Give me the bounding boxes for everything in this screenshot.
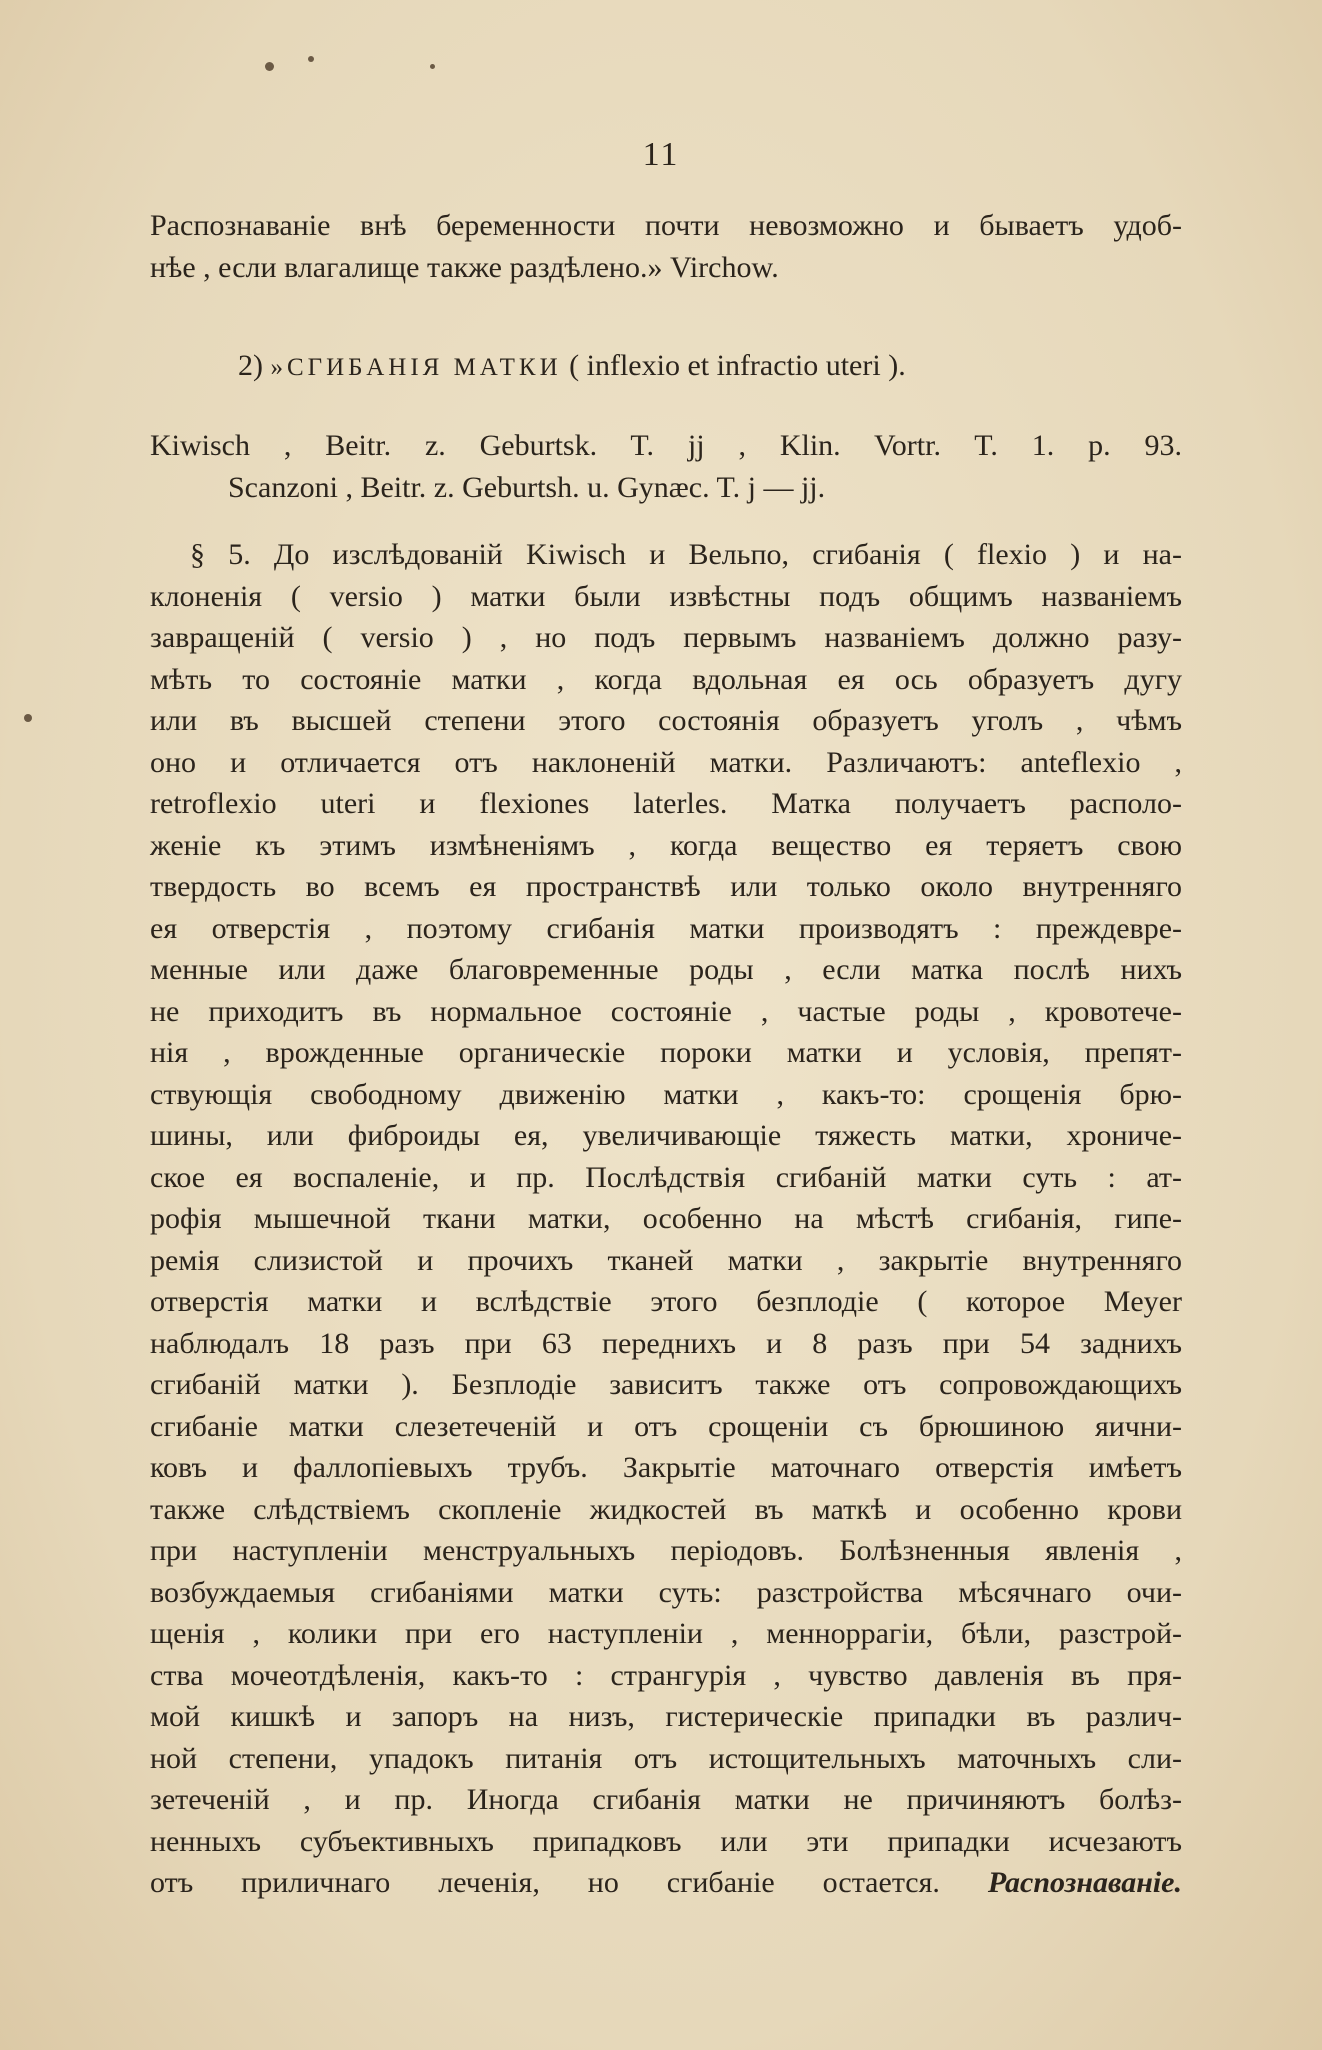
final-line-italic: Распознаваніе. xyxy=(987,1866,1182,1899)
text-line: сгибаній матки ). Безплодіе зависитъ также отъ сопровождающихъ xyxy=(150,1368,1182,1401)
text-line: ремія слизистой и прочихъ тканей матки , закрытіе внутренняго xyxy=(150,1243,1182,1277)
text-line: ной степени, упадокъ питанія отъ истощительныхъ маточныхъ сли- xyxy=(150,1741,1182,1775)
text-line: ствующія свободному движенію матки , какъ-то: срощенія брю- xyxy=(150,1077,1182,1111)
section-number: 2) xyxy=(238,349,263,382)
text-line: § 5. До изслѣдованій Kiwisch и Вельпо, сгибанія ( flexio ) и на- xyxy=(190,538,1182,571)
text-line: ея отверстія , поэтому сгибанія матки производятъ : преждевре- xyxy=(150,911,1182,945)
section-latin-title: ( inflexio et infractio uteri ). xyxy=(569,349,906,382)
text-line: завращеній ( versio ) , но подъ первымъ названіемъ должно разу- xyxy=(150,621,1182,654)
text-line: нѣе , если влагалище также раздѣлено.» Virchow. xyxy=(150,250,779,284)
text-line: Распознаваніе внѣ беременности почти невозможно и бываетъ удоб- xyxy=(150,209,1182,242)
text-line: ское ея воспаленіе, и пр. Послѣдствія сгибаній матки суть : ат- xyxy=(150,1160,1182,1194)
page-number: 11 xyxy=(642,136,680,173)
text-line: сгибаніе матки слезетеченій и отъ срощеніи съ брюшиною яични- xyxy=(150,1409,1182,1443)
text-line: или въ высшей степени этого состоянія образуетъ уголъ , чѣмъ xyxy=(150,704,1182,737)
text-line: оно и отличается отъ наклоненій матки. Различаютъ: anteflexio , xyxy=(150,745,1182,779)
text-line: женіе къ этимъ измѣненіямъ , когда вещество ея теряетъ свою xyxy=(150,828,1182,862)
ink-speck xyxy=(430,64,435,69)
text-line: ковъ и фаллопіевыхъ трубъ. Закрытіе маточнаго отверстія имѣетъ xyxy=(150,1451,1182,1484)
text-line: ства мочеотдѣленія, какъ-то : странгурія , чувство давленія въ пря- xyxy=(150,1658,1182,1692)
text-line: шины, или фиброиды ея, увеличивающіе тяжесть матки, хрониче- xyxy=(150,1119,1182,1152)
body-paragraph xyxy=(150,534,1182,1904)
text-line: щенія , колики при его наступленіи , менноррагіи, бѣли, разстрой- xyxy=(150,1617,1182,1650)
intro-paragraph xyxy=(150,205,1182,288)
reference-line: Kiwisch , Beitr. z. Geburtsk. T. jj , Klin. Vortr. T. 1. p. 93. xyxy=(150,429,1182,462)
text-line: рофія мышечной ткани матки, особенно на мѣстѣ сгибанія, гипе- xyxy=(150,1202,1182,1235)
references xyxy=(150,425,1182,508)
text-line: также слѣдствіемъ скопленіе жидкостей въ маткѣ и особенно крови xyxy=(150,1492,1182,1526)
text-line: твердость во всемъ ея пространствѣ или только около внутренняго xyxy=(150,870,1182,903)
text-line: клоненія ( versio ) матки были извѣстны подъ общимъ названіемъ xyxy=(150,579,1182,613)
text-line: зетеченій , и пр. Иногда сгибанія матки не причиняютъ болѣз- xyxy=(150,1783,1182,1816)
text-line: нія , врожденные органическіе пороки матки и условія, препят- xyxy=(150,1036,1182,1069)
text-line: при наступленіи менструальныхъ періодовъ. Болѣзненныя явленія , xyxy=(150,1534,1182,1567)
text-line: мой кишкѣ и запоръ на низъ, гистерическіе припадки въ различ- xyxy=(150,1700,1182,1733)
text-line: отверстія матки и вслѣдствіе этого безплодіе ( которое Meyer xyxy=(150,1285,1182,1318)
final-line xyxy=(150,1862,1182,1904)
final-line-text: отъ приличнаго леченія, но сгибаніе остается. xyxy=(150,1866,940,1899)
section-title: »СГИБАНІЯ МАТКИ xyxy=(270,354,562,381)
text-line: мѣть то состояніе матки , когда вдольная ея ось образуетъ дугу xyxy=(150,662,1182,696)
ink-speck xyxy=(308,56,314,62)
text-line: наблюдалъ 18 разъ при 63 переднихъ и 8 разъ при 54 заднихъ xyxy=(150,1326,1182,1360)
text-line: retroflexio uteri и flexiones laterles. Матка получаетъ располо- xyxy=(150,787,1182,820)
ink-speck xyxy=(24,714,32,722)
section-heading xyxy=(238,345,906,388)
text-line: ненныхъ субъективныхъ припадковъ или эти припадки исчезаютъ xyxy=(150,1824,1182,1858)
reference-line: Scanzoni , Beitr. z. Geburtsh. u. Gynæc. T. j — jj. xyxy=(228,470,826,504)
text-line: менные или даже благовременные роды , если матка послѣ нихъ xyxy=(150,953,1182,986)
text-line: возбуждаемыя сгибаніями матки суть: разстройства мѣсячнаго очи- xyxy=(150,1575,1182,1609)
ink-speck xyxy=(265,62,274,71)
text-line: не приходитъ въ нормальное состояніе , частые роды , кровотече- xyxy=(150,994,1182,1028)
